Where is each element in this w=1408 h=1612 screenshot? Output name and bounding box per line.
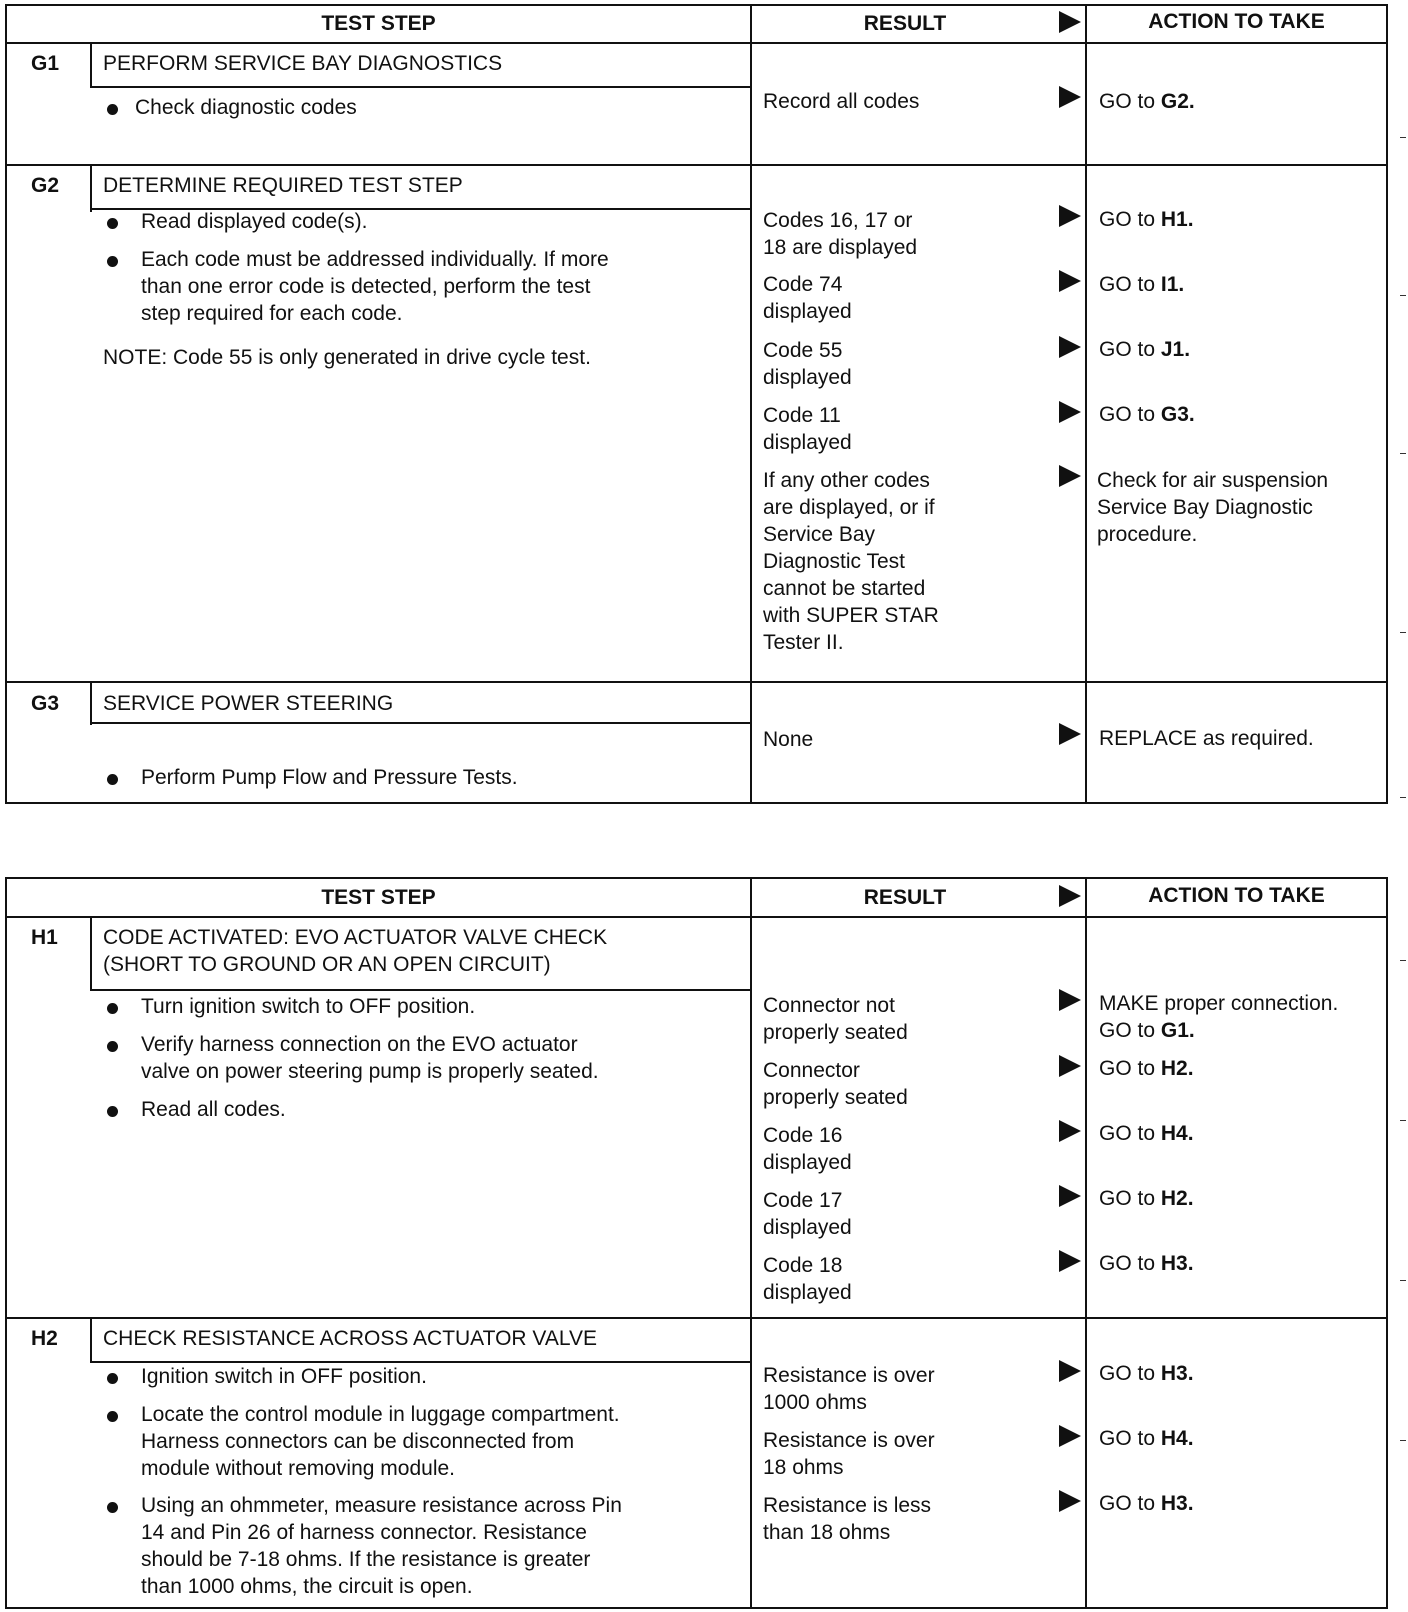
- bullet-icon: [107, 1041, 118, 1052]
- result-text: Connector not: [763, 994, 895, 1017]
- result-text: Code 16: [763, 1124, 843, 1147]
- bullet-icon: [107, 774, 118, 785]
- step-title: PERFORM SERVICE BAY DIAGNOSTICS: [103, 52, 503, 75]
- action-text: GO to J1.: [1099, 338, 1191, 361]
- margin-tick: [1400, 1120, 1406, 1121]
- action-text: procedure.: [1097, 523, 1198, 546]
- step-instruction: Ignition switch in OFF position.: [141, 1365, 427, 1388]
- action-text: GO to H3.: [1099, 1362, 1194, 1385]
- step-instruction: Locate the control module in luggage compartment.: [141, 1403, 620, 1426]
- header-result: RESULT: [863, 886, 947, 909]
- action-text: GO to H1.: [1099, 208, 1194, 231]
- action-text: Check for air suspension: [1097, 469, 1329, 492]
- result-text: Code 18: [763, 1254, 843, 1277]
- result-text: Resistance is less: [763, 1494, 932, 1517]
- divider: [1085, 879, 1087, 1607]
- header-test-step: TEST STEP: [321, 886, 436, 909]
- step-note: NOTE: Code 55 is only generated in drive cycle test.: [103, 346, 591, 369]
- arrow-icon: [1059, 270, 1081, 292]
- diagnostic-table-h: [5, 877, 1388, 1609]
- action-text: GO to H3.: [1099, 1492, 1194, 1515]
- bullet-icon: [107, 1502, 118, 1513]
- result-text: displayed: [763, 1281, 852, 1304]
- action-text: GO to G1.: [1099, 1019, 1195, 1042]
- arrow-icon: [1059, 1055, 1081, 1077]
- bullet-icon: [107, 1373, 118, 1384]
- result-text: Connector: [763, 1059, 860, 1082]
- step-instruction: Read displayed code(s).: [141, 210, 368, 233]
- margin-tick: [1400, 797, 1406, 798]
- arrow-icon: [1059, 11, 1081, 33]
- step-instruction: Perform Pump Flow and Pressure Tests.: [141, 766, 518, 789]
- result-text: Resistance is over: [763, 1364, 935, 1387]
- divider: [90, 1319, 92, 1363]
- step-id: G2: [31, 174, 60, 197]
- result-text: None: [763, 728, 814, 751]
- margin-tick: [1400, 960, 1406, 961]
- result-text: Tester II.: [763, 631, 844, 654]
- margin-tick: [1400, 295, 1406, 296]
- divider: [7, 1317, 1386, 1319]
- arrow-icon: [1059, 401, 1081, 423]
- bullet-icon: [107, 218, 118, 229]
- margin-tick: [1400, 1440, 1406, 1441]
- result-text: displayed: [763, 366, 852, 389]
- arrow-icon: [1059, 1185, 1081, 1207]
- action-text: GO to H3.: [1099, 1252, 1194, 1275]
- arrow-icon: [1059, 989, 1081, 1011]
- result-text: displayed: [763, 431, 852, 454]
- result-text: Code 17: [763, 1189, 843, 1212]
- divider: [90, 916, 92, 991]
- result-text: displayed: [763, 300, 852, 323]
- result-text: 1000 ohms: [763, 1391, 867, 1414]
- action-text: REPLACE as required.: [1099, 727, 1314, 750]
- arrow-icon: [1059, 723, 1081, 745]
- step-instruction: Each code must be addressed individually. If more: [141, 248, 609, 271]
- step-id: G1: [31, 52, 60, 75]
- divider: [7, 164, 1386, 166]
- result-text: 18 are displayed: [763, 236, 918, 259]
- bullet-icon: [107, 1106, 118, 1117]
- bullet-icon: [107, 256, 118, 267]
- divider: [7, 916, 1386, 918]
- action-text: GO to G3.: [1099, 403, 1195, 426]
- step-title: DETERMINE REQUIRED TEST STEP: [103, 174, 463, 197]
- arrow-icon: [1059, 1425, 1081, 1447]
- step-id: G3: [31, 692, 60, 715]
- bullet-icon: [107, 104, 118, 115]
- step-instruction: step required for each code.: [141, 302, 403, 325]
- header-result: RESULT: [863, 12, 947, 35]
- divider: [90, 166, 92, 212]
- header-action: ACTION TO TAKE: [1148, 884, 1325, 907]
- arrow-icon: [1059, 885, 1081, 907]
- arrow-icon: [1059, 1360, 1081, 1382]
- margin-tick: [1400, 632, 1406, 633]
- margin-tick: [1400, 1280, 1406, 1281]
- step-instruction: than 1000 ohms, the circuit is open.: [141, 1575, 473, 1598]
- step-instruction: Turn ignition switch to OFF position.: [141, 995, 476, 1018]
- result-text: If any other codes: [763, 469, 930, 492]
- divider: [90, 722, 750, 724]
- result-text: cannot be started: [763, 577, 926, 600]
- divider: [7, 681, 1386, 683]
- action-text: GO to H4.: [1099, 1427, 1194, 1450]
- divider: [7, 42, 1386, 44]
- arrow-icon: [1059, 86, 1081, 108]
- header-action: ACTION TO TAKE: [1148, 10, 1325, 33]
- action-text: GO to G2.: [1099, 90, 1195, 113]
- margin-tick: [1400, 137, 1406, 138]
- result-text: Code 55: [763, 339, 843, 362]
- margin-tick: [1400, 453, 1406, 454]
- header-test-step: TEST STEP: [321, 12, 436, 35]
- result-text: Code 74: [763, 273, 843, 296]
- divider: [90, 86, 750, 88]
- step-id: H2: [31, 1327, 58, 1350]
- step-instruction: valve on power steering pump is properly seated.: [141, 1060, 599, 1083]
- step-instruction: Check diagnostic codes: [135, 96, 357, 119]
- action-text: GO to H2.: [1099, 1187, 1194, 1210]
- result-text: displayed: [763, 1216, 852, 1239]
- action-text: MAKE proper connection.: [1099, 992, 1339, 1015]
- result-text: Diagnostic Test: [763, 550, 906, 573]
- result-text: are displayed, or if: [763, 496, 935, 519]
- action-text: Service Bay Diagnostic: [1097, 496, 1313, 519]
- divider: [90, 989, 750, 991]
- step-instruction: 14 and Pin 26 of harness connector. Resistance: [141, 1521, 587, 1544]
- arrow-icon: [1059, 336, 1081, 358]
- bullet-icon: [107, 1003, 118, 1014]
- result-text: properly seated: [763, 1021, 908, 1044]
- step-title: CODE ACTIVATED: EVO ACTUATOR VALVE CHECK: [103, 926, 608, 949]
- step-title: CHECK RESISTANCE ACROSS ACTUATOR VALVE: [103, 1327, 598, 1350]
- result-text: Service Bay: [763, 523, 876, 546]
- step-instruction: module without removing module.: [141, 1457, 455, 1480]
- result-text: Code 11: [763, 404, 841, 427]
- action-text: GO to H2.: [1099, 1057, 1194, 1080]
- arrow-icon: [1059, 1120, 1081, 1142]
- result-text: Codes 16, 17 or: [763, 209, 913, 232]
- divider: [90, 683, 92, 725]
- diagnostic-table-g: [5, 4, 1388, 804]
- bullet-icon: [107, 1411, 118, 1422]
- arrow-icon: [1059, 465, 1081, 487]
- result-text: Resistance is over: [763, 1429, 935, 1452]
- step-instruction: than one error code is detected, perform the test: [141, 275, 591, 298]
- step-instruction: should be 7-18 ohms. If the resistance is greater: [141, 1548, 591, 1571]
- divider: [750, 879, 752, 1607]
- result-text: than 18 ohms: [763, 1521, 891, 1544]
- divider: [90, 42, 92, 88]
- arrow-icon: [1059, 1490, 1081, 1512]
- result-text: properly seated: [763, 1086, 908, 1109]
- result-text: 18 ohms: [763, 1456, 844, 1479]
- action-text: GO to H4.: [1099, 1122, 1194, 1145]
- action-text: GO to I1.: [1099, 273, 1185, 296]
- arrow-icon: [1059, 205, 1081, 227]
- step-instruction: Harness connectors can be disconnected from: [141, 1430, 575, 1453]
- step-instruction: Verify harness connection on the EVO actuator: [141, 1033, 578, 1056]
- step-id: H1: [31, 926, 58, 949]
- arrow-icon: [1059, 1250, 1081, 1272]
- step-title: (SHORT TO GROUND OR AN OPEN CIRCUIT): [103, 953, 551, 976]
- step-instruction: Read all codes.: [141, 1098, 286, 1121]
- step-title: SERVICE POWER STEERING: [103, 692, 394, 715]
- step-instruction: Using an ohmmeter, measure resistance across Pin: [141, 1494, 622, 1517]
- result-text: displayed: [763, 1151, 852, 1174]
- result-text: with SUPER STAR: [763, 604, 939, 627]
- result-text: Record all codes: [763, 90, 920, 113]
